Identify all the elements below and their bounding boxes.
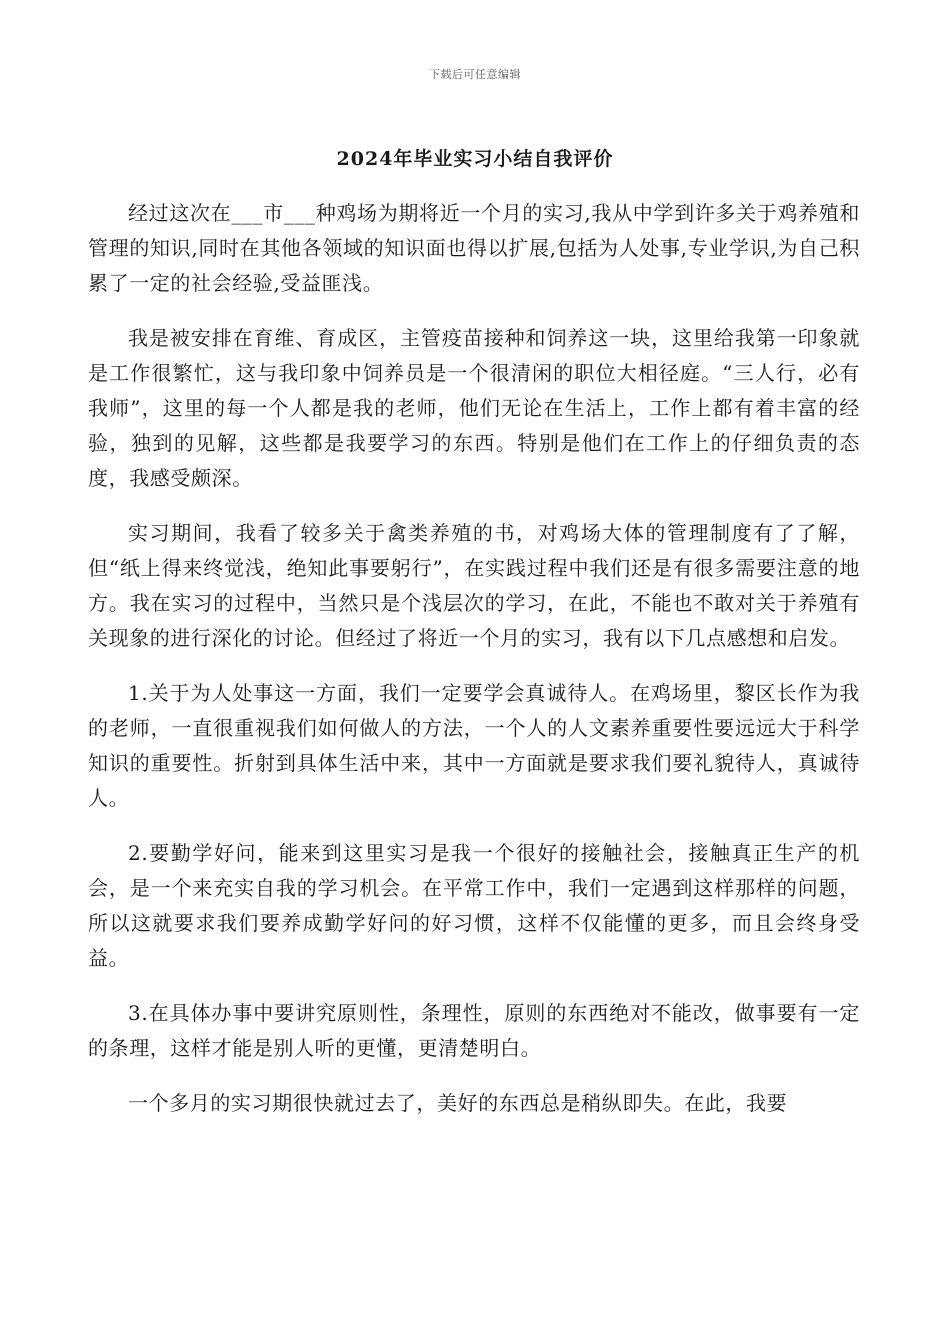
header-note: 下载后可任意编辑 (429, 68, 521, 81)
paragraph-point-2: 2.要勤学好问，能来到这里实习是我一个很好的接触社会，接触真正生产的机会，是一个来充实自我的学习机会。在平常工作中，我们一定遇到这样那样的问题，所以这就要求我们要养成勤学好问的好习惯，这样不仅能懂的更多，而且会终身受益。 (88, 841, 860, 970)
document-title: 2024年毕业实习小结自我评价 (336, 148, 614, 170)
paragraph-point-1: 1.关于为人处事这一方面，我们一定要学会真诚待人。在鸡场里，黎区长作为我的老师，一直很重视我们如何做人的方法，一个人的人文素养重要性要远远大于科学知识的重要性。折射到具体生活中来，其中一方面就是要求我们要礼貌待人，真诚待人。 (88, 681, 860, 810)
paragraph-reading: 实习期间，我看了较多关于禽类养殖的书，对鸡场大体的管理制度有了了解，但“纸上得来终觉浅，绝知此事要躬行”，在实践过程中我们还是有很多需要注意的地方。我在实习的过程中，当然只是个浅层次的学习，在此，不能也不敢对关于养殖有关现象的进行深化的讨论。但经过了将近一个月的实习，我有以下几点感想和启发。 (88, 521, 860, 650)
document-body (88, 196, 860, 1141)
paragraph-point-3: 3.在具体办事中要讲究原则性，条理性，原则的东西绝对不能改，做事要有一定的条理，这样才能是别人听的更懂，更清楚明白。 (88, 1001, 860, 1060)
paragraph-assignment: 我是被安排在育维、育成区，主管疫苗接种和饲养这一块，这里给我第一印象就是工作很繁忙，这与我印象中饲养员是一个很清闲的职位大相径庭。“三人行，必有我师”，这里的每一个人都是我的老师，他们无论在生活上，工作上都有着丰富的经验，独到的见解，这些都是我要学习的东西。特别是他们在工作上的仔细负责的态度，我感受颇深。 (88, 326, 860, 490)
paragraph-intro: 经过这次在___市___种鸡场为期将近一个月的实习,我从中学到许多关于鸡养殖和管理的知识,同时在其他各领域的知识面也得以扩展,包括为人处事,专业学识,为自己积累了一定的社会经验,受益匪浅。 (88, 201, 860, 295)
paragraph-closing: 一个多月的实习期很快就过去了，美好的东西总是稍纵即失。在此，我要 (128, 1091, 788, 1115)
